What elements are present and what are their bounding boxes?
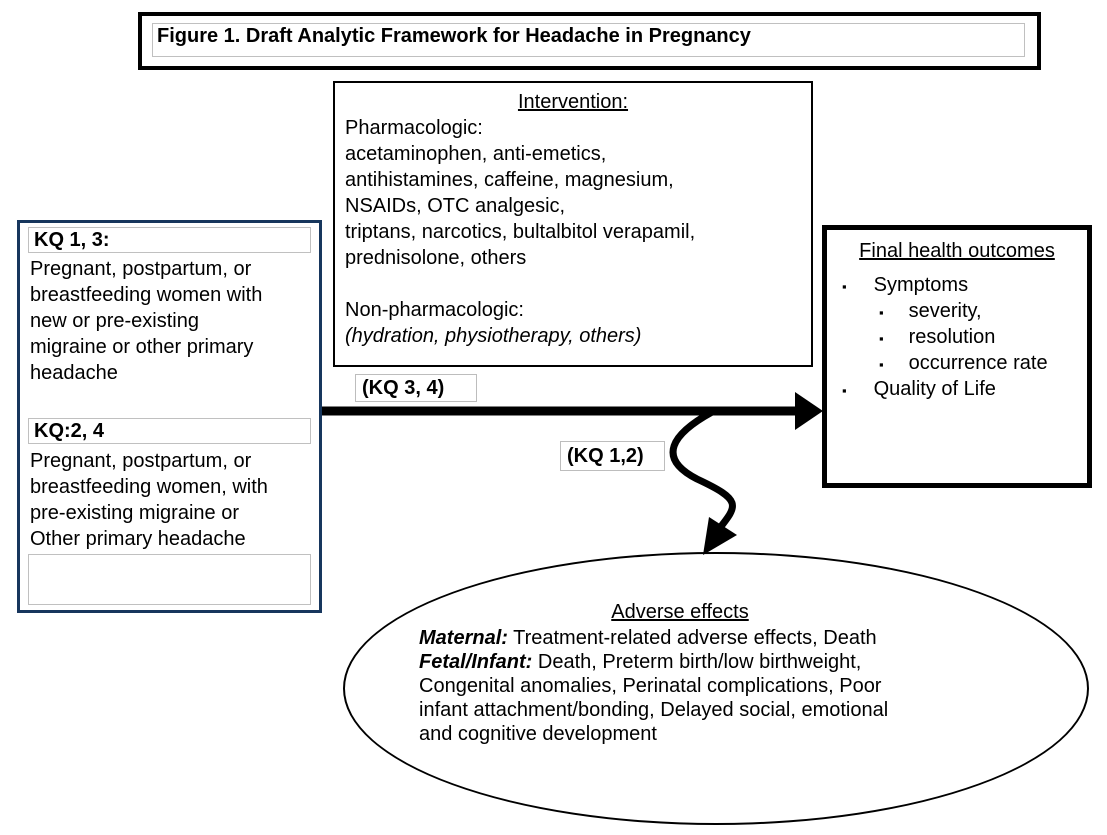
maternal-label: Maternal: [419,627,508,649]
curved-arrow-head-icon [703,517,737,555]
outcomes-item-label: severity, [908,300,982,322]
kq13-line: new or pre-existing [30,310,199,332]
kq13-line: Pregnant, postpartum, or [30,258,252,280]
final-health-outcomes-box [822,225,1092,488]
fetal-infant-label: Fetal/Infant: [419,651,533,673]
kq13-line: headache [30,362,118,384]
population-box [17,220,322,613]
square-bullet-icon: ▪ [842,279,847,294]
pharmacologic-line: prednisolone, others [345,247,527,269]
adverse-line-text: Congenital anomalies, Perinatal complications, Poor [419,675,882,697]
outcomes-item [827,351,1087,377]
figure-title-box [138,12,1041,70]
adverse-line [419,698,941,722]
adverse-effects-content [419,600,941,746]
adverse-effects-header: Adverse effects [611,601,749,623]
empty-field [28,554,311,605]
figure-title: Figure 1. Draft Analytic Framework for Headache in Pregnancy [152,23,1025,57]
outcomes-item [827,325,1087,351]
intervention-box [333,81,813,367]
square-bullet-icon: ▪ [842,383,847,398]
outcomes-item [827,273,1087,299]
square-bullet-icon: ▪ [879,331,884,346]
kq24-line: Pregnant, postpartum, or [30,450,252,472]
adverse-line-text: and cognitive development [419,723,657,745]
adverse-line-text: infant attachment/bonding, Delayed social, emotional [419,699,889,721]
adverse-line [419,650,941,674]
adverse-line [419,626,941,650]
adverse-line-text: Treatment-related adverse effects, Death [507,627,877,649]
square-bullet-icon: ▪ [879,357,884,372]
non-pharmacologic-label: Non-pharmacologic: [345,299,524,321]
pharmacologic-label: Pharmacologic: [345,117,483,139]
outcomes-item-label: resolution [908,326,996,348]
spacer [345,271,811,297]
pharmacologic-line: acetaminophen, anti-emetics, [345,143,607,165]
main-arrow-head-icon [795,392,823,430]
kq13-text [30,256,315,386]
pharmacologic-line: triptans, narcotics, bultalbitol verapamil, [345,221,696,243]
outcomes-item-label: Symptoms [873,274,969,296]
kq34-arrow-label: (KQ 3, 4) [355,374,477,402]
outcomes-item-label: occurrence rate [908,352,1048,374]
outcomes-header: Final health outcomes [859,240,1055,262]
adverse-line [419,674,941,698]
kq13-header: KQ 1, 3: [28,227,311,253]
non-pharmacologic-text: (hydration, physiotherapy, others) [345,325,642,347]
kq24-line: Other primary headache [30,528,246,550]
kq12-arrow-label: (KQ 1,2) [560,441,665,471]
kq24-text [30,448,315,552]
adverse-line-text: Death, Preterm birth/low birthweight, [532,651,862,673]
outcomes-item-label: Quality of Life [873,378,996,400]
kq24-header: KQ:2, 4 [28,418,311,444]
kq24-line: breastfeeding women, with [30,476,268,498]
adverse-effects-ellipse [343,552,1089,825]
kq13-line: migraine or other primary [30,336,254,358]
intervention-header: Intervention: [517,91,629,113]
outcomes-item [827,299,1087,325]
adverse-line [419,722,941,746]
square-bullet-icon: ▪ [879,305,884,320]
outcomes-list [827,273,1087,403]
kq24-line: pre-existing migraine or [30,502,239,524]
pharmacologic-line: antihistamines, caffeine, magnesium, [345,169,674,191]
kq13-line: breastfeeding women with [30,284,263,306]
curved-arrow-line [673,412,732,529]
outcomes-item [827,377,1087,403]
pharmacologic-line: NSAIDs, OTC analgesic, [345,195,566,217]
